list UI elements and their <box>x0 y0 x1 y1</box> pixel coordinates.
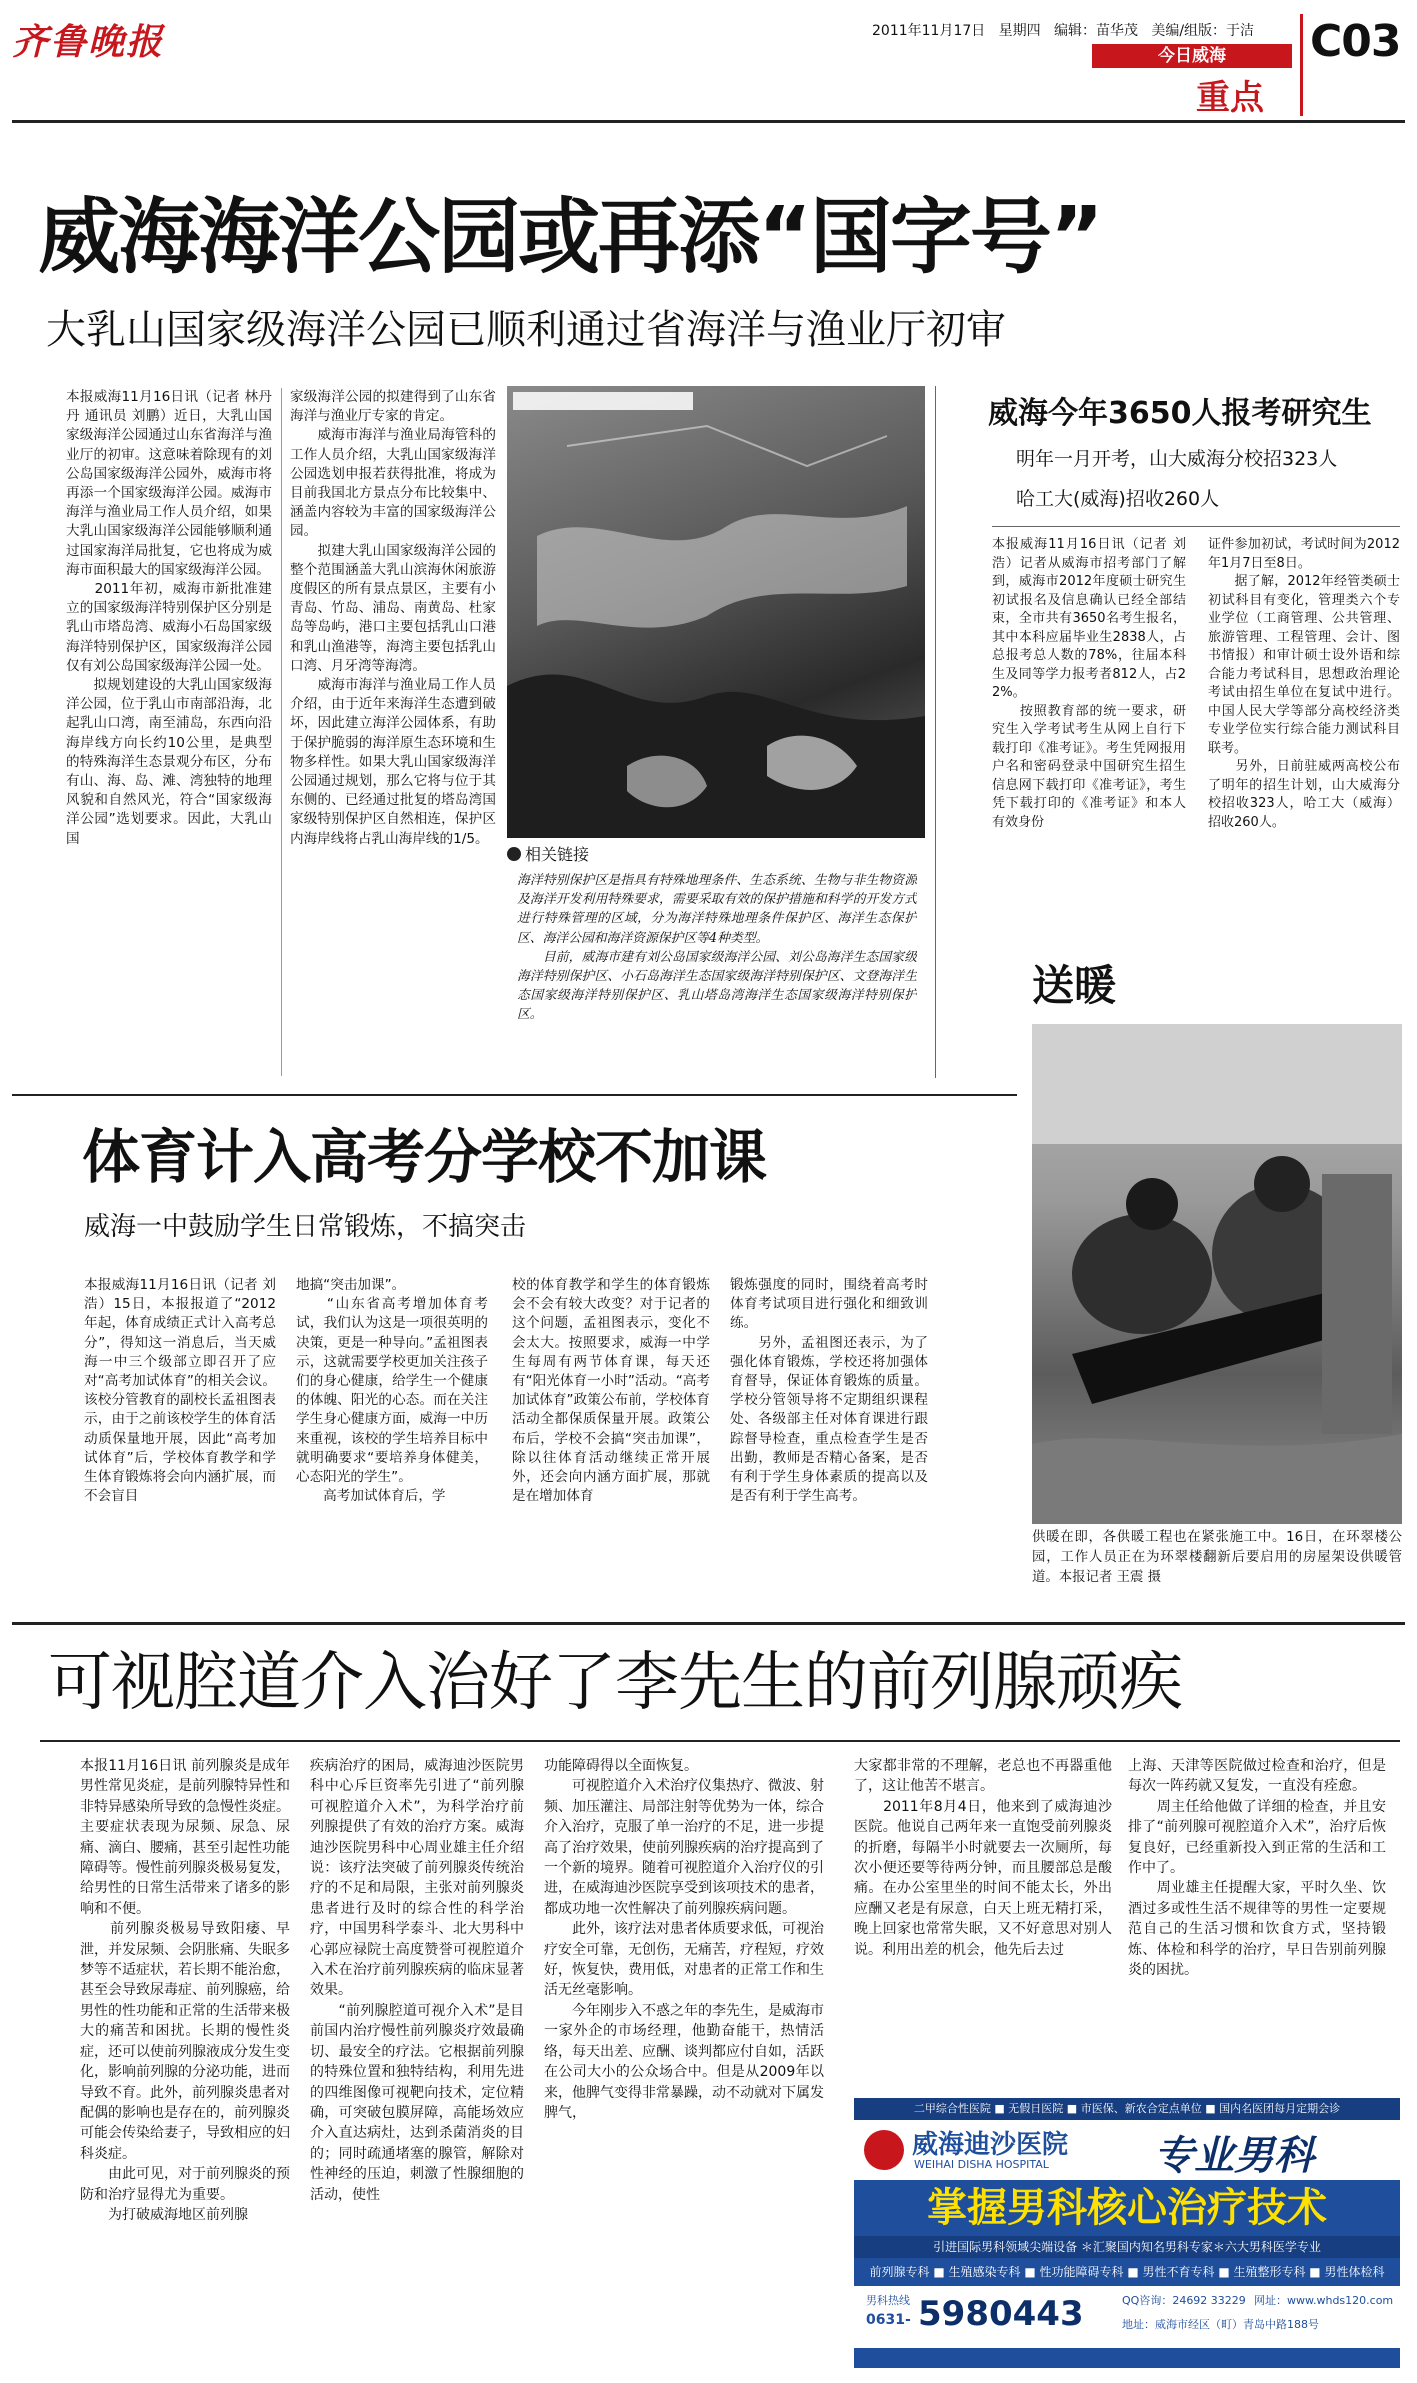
dept-item: 性功能障碍专科 <box>1039 2265 1124 2279</box>
hospital-ad <box>854 2098 1400 2368</box>
map-terrain <box>507 386 925 838</box>
hospital-name-en: WEIHAI DISHA HOSPITAL <box>914 2158 1049 2171</box>
ad-address: 地址：威海市经区（町）青岛中路188号 <box>1122 2318 1319 2331</box>
hotline-label: 男科热线 <box>866 2294 910 2307</box>
article2-col1: 本报威海11月16日讯（记者 刘浩）记者从威海市招考部门了解到，威海市2012年度硕士研究生初试报名及信息确认已经全部结束，全市共有3650名考生报名，其中本科应届毕业生2838人，占总报考总人数的78%，往届本科生及同等学力报考者812人，占22%。 按照教育部的统一要求，研究生入学考试考生从网上自行下载打印《准考证》。考生凭网报用户名和密码登录中国研究生招生信息网下载打印《准考证》，考生凭下载打印的《准考证》和本人有效身份 <box>992 537 1186 830</box>
article2-sub1: 明年一月开考，山大威海分校招323人 <box>1016 448 1338 470</box>
photo-scene <box>1032 1024 1402 1524</box>
article3-subhead: 威海一中鼓励学生日常锻炼，不搞突击 <box>84 1212 527 1242</box>
masthead-rule <box>12 120 1405 123</box>
designer-credit: 美编/组版：于洁 <box>1151 23 1255 39</box>
dept-item: 前列腺专科 <box>869 2265 930 2279</box>
ad-slogan-script: 专业男科 <box>1154 2133 1314 2179</box>
photo-story-title: 送暖 <box>1032 961 1117 1010</box>
col-divider <box>281 388 282 1076</box>
ad-main-slogan: 掌握男科核心治疗技术 <box>854 2180 1400 2236</box>
photo-story-caption: 供暖在即，各供暖工程也在紧张施工中。16日，在环翠楼公园，工作人员正在为环翠楼翻新后要启用的房屋架设供暖管道。本报记者 王震 摄 <box>1032 1530 1402 1585</box>
page-number-divider <box>1300 14 1303 116</box>
related-links-body: 海洋特别保护区是指具有特殊地理条件、生态系统、生物与非生物资源及海洋开发利用特殊要求，需要采取有效的保护措施和科学的开发方式进行特殊管理的区域，分为海洋特殊地理条件保护区、海洋生态保护区、海洋公园和海洋资源保护区等4种类型。 目前，威海市建有刘公岛国家级海洋公园、刘公岛海洋生态国家级海洋特别保护区、小石岛海洋生态国家级海洋特别保护区、文登海洋生态国家级海洋特别保护区、乳山塔岛湾海洋生态国家级海洋特别保护区。 <box>517 873 917 1023</box>
hospital-name: 威海迪沙医院 <box>912 2130 1069 2160</box>
hotline-number: 5980443 <box>918 2294 1084 2334</box>
editor-credit: 编辑：苗华茂 <box>1053 23 1138 39</box>
article1-headline: 威海海洋公园或再添“国字号” <box>38 190 1102 285</box>
article4-col2: 疾病治疗的困局，威海迪沙医院男科中心斥巨资率先引进了“前列腺可视腔道介入术”，为科学治疗前列腺提供了有效的治疗方案。威海迪沙医院男科中心周业雄主任介绍说：该疗法突破了前列腺炎传统治疗的不足和局限，主张对前列腺炎患者进行及时的综合性的科学治疗，中国男科学泰斗、北大男科中心郭应禄院士高度赞誉可视腔道介入术在治疗前列腺疾病的临床显著效果。 “前列腺腔道可视介入术”是目前国内治疗慢性前列腺炎疗效最确切、最安全的疗法。它根据前列腺的特殊位置和独特结构，利用先进的四维图像可视靶向技术，定位精确，可突破包膜屏障，高能场效应介入直达病灶，达到杀菌消炎的目的；同时疏通堵塞的腺管，解除对性神经的压迫，刺激了性腺细胞的活动，使性 <box>310 1758 524 2203</box>
article3-col4: 锻炼强度的同时，围绕着高考时体育考试项目进行强化和细致训练。 另外，孟祖图还表示，为了强化体育锻炼，学校还将加强体育督导，保证体育锻炼的质量。学校分管领导将不定期组织课程处、各级部主任对体育课进行跟踪督导检查，重点检查学生是否出勤，教师是否精心备案，是否有利于学生身体素质的提高以及是否有利于学生高考。 <box>730 1277 928 1505</box>
right-col-rule <box>935 386 936 1078</box>
hotline-area: 0631- <box>866 2312 911 2328</box>
ad-header <box>854 2120 1400 2180</box>
article2-rule <box>992 526 1400 527</box>
map-image <box>507 386 925 838</box>
article1-col1: 本报威海11月16日讯（记者 林丹丹 通讯员 刘鹏）近日，大乳山国家级海洋公园通过山东省海洋与渔业厅的初审。这意味着除现有的刘公岛国家级海洋公园外，威海市将再添一个国家级海洋公园。威海市海洋与渔业局工作人员介绍，如果大乳山国家级海洋公园能够顺利通过国家海洋局批复，它也将成为威海市面积最大的国家级海洋公园。 2011年初，威海市新批准建立的国家级海洋特别保护区分别是乳山市塔岛湾、威海小石岛国家级海洋特别保护区，国家级海洋公园仅有刘公岛国家级海洋公园一处。 拟规划建设的大乳山国家级海洋公园，位于乳山市南部沿海，北起乳山口湾，南至浦岛，东西向沿海岸线方向长约10公里，是典型的特殊海洋生态景观分布区，分布有山、海、岛、滩、湾独特的地理风貌和自然风光，符合“国家级海洋公园”选划要求。因此，大乳山国 <box>66 389 272 847</box>
ad-top-bar: 二甲综合性医院 ■ 无假日医院 ■ 市医保、新农合定点单位 ■ 国内名医团每月定期会诊 <box>854 2098 1400 2120</box>
dept-item: 生殖感染专科 <box>948 2265 1021 2279</box>
article3-top-rule <box>12 1094 1017 1096</box>
ad-footer <box>854 2286 1400 2348</box>
article3-col2: 地搞“突击加课”。 “山东省高考增加体育考试，我们认为这是一项很英明的决策，更是一种导向。”孟祖图表示，这就需要学校更加关注孩子们的身心健康，给学生一个健康的体魄、阳光的心态。而在关注学生身心健康方面，威海一中历来重视，该校的学生培养目标中就明确要求“要培养身体健美，心态阳光的学生”。 高考加试体育后，学 <box>296 1277 488 1505</box>
issue-weekday: 星期四 <box>998 23 1041 39</box>
article2-headline: 威海今年3650人报考研究生 <box>988 396 1372 431</box>
article4-headline: 可视腔道介入治好了李先生的前列腺顽疾 <box>48 1646 1182 1720</box>
article4-rule <box>40 1740 1400 1742</box>
masthead-meta <box>872 20 1254 40</box>
photo-workers-pipe <box>1032 1024 1402 1524</box>
dept-item: 男性体检科 <box>1324 2265 1385 2279</box>
issue-date: 2011年11月17日 <box>872 23 986 39</box>
related-links-icon <box>507 847 521 861</box>
section-tab-label: 今日威海 <box>1158 46 1226 66</box>
article3-col3: 校的体育教学和学生的体育锻炼会不会有较大改变？对于记者的这个问题，孟祖图表示，变化不会太大。按照要求，威海一中学生每周有两节体育课，每天还有“阳光体育一小时”活动。“高考加试体育”政策公布前，学校体育活动全都保质保量开展。政策公布后，学校不会搞“突击加课”，除以往体育活动继续正常开展外，还会向内涵方面扩展，那就是在增加体育 <box>512 1277 710 1505</box>
ad-qq: QQ咨询：24692 33229 <box>1122 2294 1246 2307</box>
ad-mid-bar: 引进国际男科领域尖端设备 ＊汇聚国内知名男科专家＊六大男科医学专业 <box>854 2236 1400 2258</box>
newspaper-logo: 齐鲁晚报 <box>12 21 165 63</box>
section-divider <box>12 1622 1405 1625</box>
article1-col2: 家级海洋公园的拟建得到了山东省海洋与渔业厅专家的肯定。 威海市海洋与渔业局海管科的工作人员介绍，大乳山国家级海洋公园选划申报若获得批准，将成为目前我国北方景点分布比较集中、涵盖内容较为丰富的国家级海洋公园。 拟建大乳山国家级海洋公园的整个范围涵盖大乳山滨海休闲旅游度假区的所有景点景区，主要有小青岛、竹岛、浦岛、南黄岛、杜家岛等岛屿，港口主要包括乳山口港和乳山渔港等，海湾主要包括乳山口湾、月牙湾等海湾。 威海市海洋与渔业局工作人员介绍，由于近年来海洋生态遭到破坏，因此建立海洋公园体系，有助于保护脆弱的海洋原生态环境和生物多样性。如果大乳山国家级海洋公园通过规划，那么它将与位于其东侧的、已经通过批复的塔岛湾国家级特别保护区自然相连，保护区内海岸线将占乳山海岸线的1/5。 <box>290 389 496 847</box>
related-links-label: 相关链接 <box>525 845 590 864</box>
article1-subhead: 大乳山国家级海洋公园已顺利通过省海洋与渔业厅初审 <box>46 307 1006 353</box>
article3-headline: 体育计入高考分学校不加课 <box>82 1123 767 1191</box>
article4-col1: 本报11月16日讯 前列腺炎是成年男性常见炎症，是前列腺特异性和非特异感染所导致的急慢性炎症。主要症状表现为尿频、尿急、尿痛、滴白、腰痛，甚至引起性功能障碍等。慢性前列腺炎极易复发，给男性的日常生活带来了诸多的影响和不便。 前列腺炎极易导致阳痿、早泄，并发尿频、会阴胀痛、失眠多梦等不适症状，若长期不能治愈，甚至会导致尿毒症、前列腺癌，给男性的性功能和正常的生活带来极大的痛苦和困扰。长期的慢性炎症，还可以使前列腺液成分发生变化，影响前列腺的分泌功能，进而导致不育。此外，前列腺炎患者对配偶的影响也是存在的，前列腺炎可能会传染给妻子，导致相应的妇科炎症。 由此可见，对于前列腺炎的预防和治疗显得尤为重要。 为打破威海地区前列腺 <box>80 1758 290 2223</box>
hospital-logo-icon <box>864 2130 904 2170</box>
page-number: C03 <box>1310 16 1401 67</box>
article4-col4: 大家都非常的不理解，老总也不再器重他了，这让他苦不堪言。 2011年8月4日，他来到了威海迪沙医院。他说自己两年来一直饱受前列腺炎的折磨，每隔半小时就要去一次厕所，每次小便还要等待两分钟，而且腰部总是酸痛。在办公室里坐的时间不能太长，外出应酬又老是有尿意，白天上班无精打采，晚上回家也常常失眠，又不好意思对别人说。利用出差的机会，他先后去过 <box>854 1758 1112 1958</box>
article4-col5: 上海、天津等医院做过检查和治疗，但是每次一阵药就又复发，一直没有痊愈。 周主任给他做了详细的检查，并且安排了“前列腺可视腔道介入术”，治疗后恢复良好，已经重新投入到正常的生活和工作中了。 周业雄主任提醒大家，平时久坐、饮酒过多或性生活不规律等的男性一定要规范自己的生活习惯和饮食方式，坚持锻炼、体检和科学的治疗，早日告别前列腺炎的困扰。 <box>1128 1758 1386 1979</box>
related-links-title <box>507 842 925 865</box>
article4-col3: 功能障碍得以全面恢复。 可视腔道介入术治疗仪集热疗、微波、射频、加压灌注、局部注射等优势为一体，综合介入治疗，克服了单一治疗的不足，进一步提高了治疗效果，使前列腺疾病的治疗提高到了一个新的境界。随着可视腔道介入治疗仪的引进，在威海迪沙医院享受到该项技术的患者，都成功地一次性解决了前列腺疾病问题。 此外，该疗法对患者体质要求低，可视治疗安全可靠，无创伤，无痛苦，疗程短，疗效好，恢复快，费用低，对患者的正常工作和生活无丝毫影响。 今年刚步入不惑之年的李先生，是威海市一家外企的市场经理，他勤奋能干，热情活络，每天出差、应酬、谈判都应付自如，活跃在公司大小的公众场合中。但是从2009年以来，他脾气变得非常暴躁，动不动就对下属发脾气， <box>544 1758 824 2121</box>
article3-col1: 本报威海11月16日讯（记者 刘浩）15日，本报报道了“2012年起，体育成绩正式计入高考总分”，得知这一消息后，当天威海一中三个级部立即召开了应对“高考加试体育”的相关会议。该校分管教育的副校长孟祖图表示，由于之前该校学生的体育活动质保量地开展，因此“高考加试体育”后，学校体育教学和学生体育锻炼将会向内涵扩展，而不会盲目 <box>84 1277 276 1505</box>
section-name: 重点 <box>1196 78 1264 118</box>
dept-item: 生殖整形专科 <box>1233 2265 1306 2279</box>
article2-col2: 证件参加初试，考试时间为2012年1月7日至8日。 据了解，2012年经管类硕士初试科目有变化，管理类六个专业学位（工商管理、公共管理、旅游管理、工程管理、会计、图书情报）和审计硕士设外语和综合能力考试科目，思想政治理论考试由招生单位在复试中进行。中国人民大学等部分高校经济类专业学位实行综合能力测试科目联考。 另外，日前驻威两高校公布了明年的招生计划，山大威海分校招收323人，哈工大（威海）招收260人。 <box>1208 537 1400 830</box>
section-tab <box>1092 44 1292 68</box>
article2-sub2: 哈工大(威海)招收260人 <box>1016 488 1220 510</box>
ad-depts: 前列腺专科 ■ 生殖感染专科 ■ 性功能障碍专科 ■ 男性不育专科 ■ 生殖整形专科 ■ 男性体检科 <box>869 2265 1385 2279</box>
related-links-box <box>507 838 925 1078</box>
dept-item: 男性不育专科 <box>1142 2265 1215 2279</box>
ad-site: 网址：www.whds120.com <box>1254 2294 1394 2307</box>
